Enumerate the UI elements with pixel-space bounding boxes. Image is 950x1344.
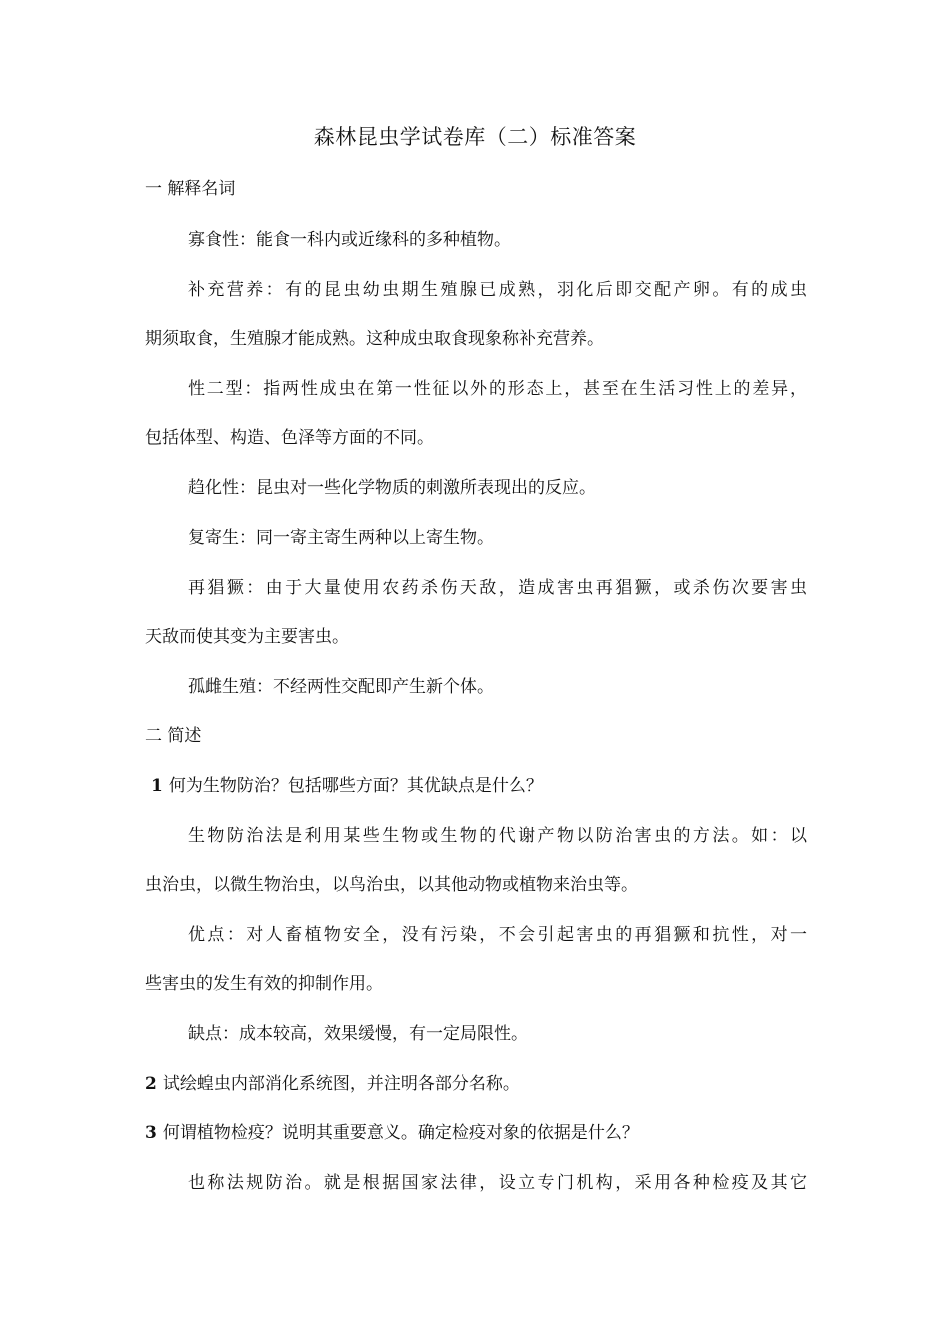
term-definition-continued: 包括体型、构造、色泽等方面的不同。	[145, 428, 434, 448]
question-3	[145, 1120, 639, 1146]
term-definition: 补充营养：有的昆虫幼虫期生殖腺已成熟，羽化后即交配产卵。有的成虫	[188, 280, 807, 300]
document-title: 森林昆虫学试卷库（二）标准答案	[313, 125, 637, 149]
question-text: 试绘蝗虫内部消化系统图，并注明各部分名称。	[162, 1074, 520, 1094]
section-heading-terms: 一 解释名词	[145, 179, 236, 199]
section-heading-brief: 二 简述	[145, 726, 202, 746]
answer-paragraph: 生物防治法是利用某些生物或生物的代谢产物以防治害虫的方法。如：以	[188, 826, 807, 846]
term-definition: 复寄生：同一寄主寄生两种以上寄生物。	[188, 528, 494, 548]
answer-paragraph: 优点：对人畜植物安全，没有污染，不会引起害虫的再猖獗和抗性，对一	[188, 925, 807, 945]
question-number: 3	[145, 1123, 157, 1143]
term-definition: 孤雌生殖：不经两性交配即产生新个体。	[188, 677, 494, 697]
answer-paragraph: 也称法规防治。就是根据国家法律，设立专门机构，采用各种检疫及其它	[188, 1173, 807, 1193]
term-definition: 性二型：指两性成虫在第一性征以外的形态上，甚至在生活习性上的差异，	[188, 379, 807, 399]
question-number: 1	[151, 776, 163, 796]
question-number: 2	[145, 1074, 157, 1094]
question-1	[151, 773, 543, 799]
question-text: 何为生物防治？包括哪些方面？其优缺点是什么？	[168, 776, 543, 796]
term-definition-continued: 天敌而使其变为主要害虫。	[145, 627, 349, 647]
answer-paragraph: 缺点：成本较高，效果缓慢，有一定局限性。	[188, 1024, 528, 1044]
question-2	[145, 1071, 520, 1097]
answer-paragraph-continued: 虫治虫，以微生物治虫，以鸟治虫，以其他动物或植物来治虫等。	[145, 875, 638, 895]
term-definition: 趋化性：昆虫对一些化学物质的刺激所表现出的反应。	[188, 478, 596, 498]
question-text: 何谓植物检疫？说明其重要意义。确定检疫对象的依据是什么？	[162, 1123, 639, 1143]
term-definition-continued: 期须取食，生殖腺才能成熟。这种成虫取食现象称补充营养。	[145, 329, 604, 349]
answer-paragraph-continued: 些害虫的发生有效的抑制作用。	[145, 974, 383, 994]
term-definition: 寡食性：能食一科内或近缘科的多种植物。	[188, 230, 511, 250]
term-definition: 再猖獗：由于大量使用农药杀伤天敌，造成害虫再猖獗，或杀伤次要害虫	[188, 578, 807, 598]
